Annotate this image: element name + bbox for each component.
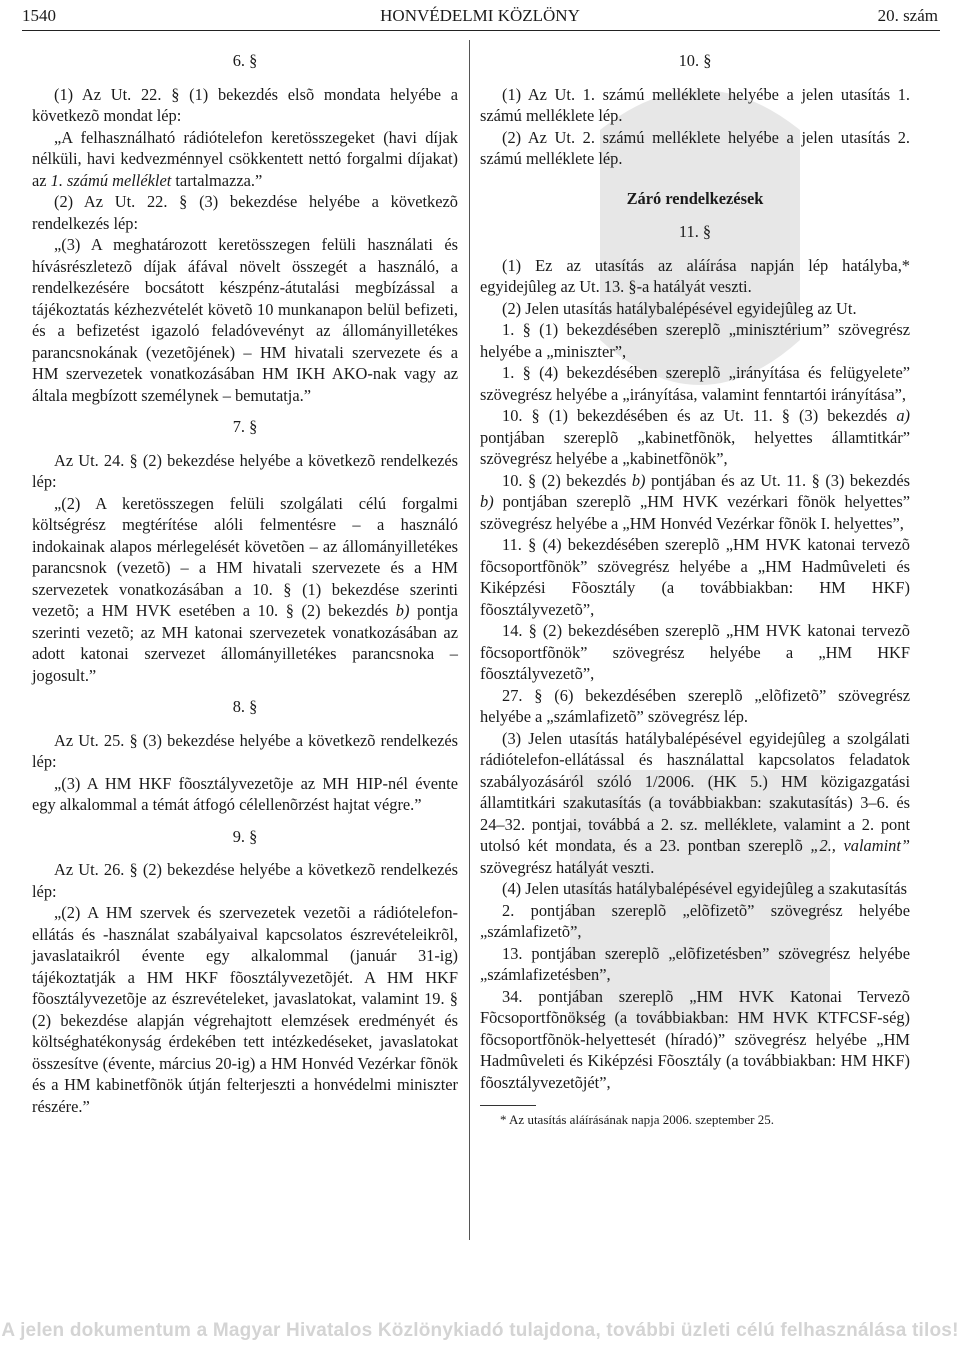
paragraph: Az Ut. 24. § (2) bekezdése helyébe a következõ rendelkezés lép: xyxy=(32,450,458,491)
section-11-heading: 11. § xyxy=(678,222,712,241)
paragraph: „(3) A meghatározott keretösszegen felüli használati és hívásrészletezõ díjak áfával növelt összegét a használó, a rendelkezésére bocsátott készpénz-átutalási megbízással a tájékoztatás kézhezvételét követõ 10 munkanapon belül befizeti, és a befizetést igazoló feladóvevényt az állományilletékes parancsnokának (vezetõjének) – HM hivatali szervezete és a HM szervezetek vonatkozásában HM IKH AKO-nak vagy az általa megbízott személynek – bemutatja.” xyxy=(32,235,458,405)
page-number: 1540 xyxy=(22,6,56,25)
footnote: * Az utasítás aláírásának napja 2006. szeptember 25. xyxy=(500,1112,774,1127)
paragraph: (4) Jelen utasítás hatálybalépésével egyidejûleg a szakutasítás xyxy=(502,879,908,898)
section-6-heading: 6. § xyxy=(232,51,258,70)
paragraph: 14. § (2) bekezdésében szereplõ „HM HVK katonai tervezõ fõcsoportfõnök” szövegrész helyébe a „HM HKF fõosztályvezetõ”, xyxy=(480,621,910,683)
paragraph: Az Ut. 25. § (3) bekezdése helyébe a következõ rendelkezés lép: xyxy=(32,730,458,771)
section-9-heading: 9. § xyxy=(232,826,258,846)
column-divider xyxy=(469,40,470,1240)
paragraph: 2. pontjában szereplõ „elõfizetõ” szövegrész helyébe „számlafizetõ”, xyxy=(480,900,910,941)
footnote-rule xyxy=(480,1105,536,1106)
closing-provisions-heading: Záró rendelkezések xyxy=(626,188,764,208)
paragraph: 11. § (4) bekezdésében szereplõ „HM HVK katonai tervezõ fõcsoportfõnök” szövegrész helyébe a „HM Hadmûveleti és Kiképzési Fõosztály (a továbbiakban: HM HKF) fõosztályvezetõ”, xyxy=(480,535,910,619)
left-column xyxy=(32,40,458,1117)
paragraph: (3) Jelen utasítás hatálybalépésével egyidejûleg a szolgálati rádiótelefon-ellátással és használattal kapcsolatos feladatok szabályozásáról szóló 1/2006. (HK 5.) HM közigazgatási államtitkári szakutasítás (a továbbiakban: szakutasítás) 3–6. és 24–32. pontjai, továbbá a 2. sz. melléklete, valamint a 2. pont utolsó két mondata, és a 23. pontban szereplõ „2., valamint” szövegrész hatályát veszti. xyxy=(480,728,910,877)
issue-number: 20. szám xyxy=(877,6,938,25)
paragraph: 1. § (1) bekezdésében szereplõ „minisztérium” szövegrész helyébe a „miniszter”, xyxy=(480,320,910,361)
paragraph: (1) Ez az utasítás az aláírása napján lép hatályba,* egyidejûleg az Ut. 13. §-a hatályát veszti. xyxy=(480,255,910,296)
paragraph: „(3) A HM HKF fõosztályvezetõje az MH HIP-nél évente egy alkalommal a témát átfogó célellenõrzést hajtat végre.” xyxy=(32,773,458,814)
paragraph: (2) Az Ut. 22. § (3) bekezdése helyébe a következõ rendelkezés lép: xyxy=(32,192,458,233)
paragraph: 34. pontjában szereplõ „HM HVK Katonai Tervezõ Fõcsoportfõnökség (a továbbiakban: HM HVK KTFCSF-ség) fõcsoportfõnök-helyettesét (híradó)” szövegrész helyébe „HM Hadmûveleti és Kiképzési Fõosztály (a továbbiakban: HM HKF) fõosztályvezetõjét”, xyxy=(480,986,910,1092)
paragraph: „A felhasználható rádiótelefon keretösszegeket (havi díjak nélküli, havi kedvezménnyel csökkentett nettó forgalmi díjakat) az 1. számú melléklet tartalmazza.” xyxy=(32,127,458,190)
paragraph: 10. § (2) bekezdés b) pontjában és az Ut. 11. § (3) bekezdés b) pontjában szereplõ „HM HVK vezérkari fõnök helyettes” szövegrész helyébe a „HM Honvéd Vezérkar fõnök I. helyettes”, xyxy=(480,470,910,533)
paragraph: 1. § (4) bekezdésében szereplõ „irányítása és felügyelete” szövegrész helyébe a „irányítása, valamint fenntartói irányítása”, xyxy=(480,363,910,404)
page-header xyxy=(0,4,960,30)
section-8-heading: 8. § xyxy=(232,697,258,716)
ownership-watermark: A jelen dokumentum a Magyar Hivatalos Közlönykiadó tulajdona, további üzleti célú felhasználása tilos! xyxy=(1,1320,959,1341)
paragraph: 13. pontjában szereplõ „elõfizetésben” szövegrész helyébe „számlafizetésben”, xyxy=(480,943,910,984)
paragraph: Az Ut. 26. § (2) bekezdése helyébe a következõ rendelkezés lép: xyxy=(32,860,458,901)
paragraph: 10. § (1) bekezdésében és az Ut. 11. § (3) bekezdés a) pontjában szereplõ „kabinetfõnök, helyettes államtitkár” szövegrész helyébe a „kabinetfõnök”, xyxy=(480,406,910,468)
paragraph: (1) Az Ut. 22. § (1) bekezdés elsõ mondata helyébe a következõ mondat lép: xyxy=(32,84,458,125)
right-column xyxy=(480,40,910,1128)
paragraph: (2) Az Ut. 2. számú melléklete helyébe a jelen utasítás 2. számú melléklete lép. xyxy=(480,127,910,168)
header-rule xyxy=(22,30,940,31)
journal-title: HONVÉDELMI KÖZLÖNY xyxy=(380,6,580,25)
paragraph: „(2) A HM szervek és szervezetek vezetõi a rádiótelefon-ellátás és -használat szabályaival kapcsolatos észrevételeikrõl, javaslataikról évente egy alkalommal (január 31-ig) tájékoztatják a HM HKF fõosztályvezetõjét. A HM HKF fõosztályvezetõje az észrevételeket, javaslatokat, valamint 19. § (2) bekezdése alapján végrehajtott elemzések eredményét és költséghatékonyság érdekében tett intézkedéseket, javaslatokat összesítve (évente, március 20-ig) a HM Honvéd Vezérkar fõnök és a HM kabinetfõnök útján felterjeszti a honvédelmi miniszter részére.” xyxy=(32,903,458,1116)
paragraph: 27. § (6) bekezdésében szereplõ „elõfizetõ” szövegrész helyébe a „számlafizetõ” szövegrész lép. xyxy=(480,685,910,726)
section-7-heading: 7. § xyxy=(232,417,258,436)
paragraph: (1) Az Ut. 1. számú melléklete helyébe a jelen utasítás 1. számú melléklete lép. xyxy=(480,84,910,125)
paragraph: „(2) A keretösszegen felüli szolgálati célú forgalmi költségrész megtérítése alóli felmentésre – a használó indokainak alapos mérlegelését követõen – az állományilletékes parancsnok (vezetõ) – a HM hivatali szervezete és a HM szervezetek vonatkozásában a 10. § (1) bekezdése szerinti vezetõ; a HM HVK esetében a 10. § (2) bekezdés b) pontja szerinti vezetõ; az MH katonai szervezetek vonatkozásában az adott katonai szervezet állományilletékes parancsnoka – jogosult.” xyxy=(32,493,458,685)
paragraph: (2) Jelen utasítás hatálybalépésével egyidejûleg az Ut. xyxy=(502,298,857,318)
section-10-heading: 10. § xyxy=(678,51,712,70)
